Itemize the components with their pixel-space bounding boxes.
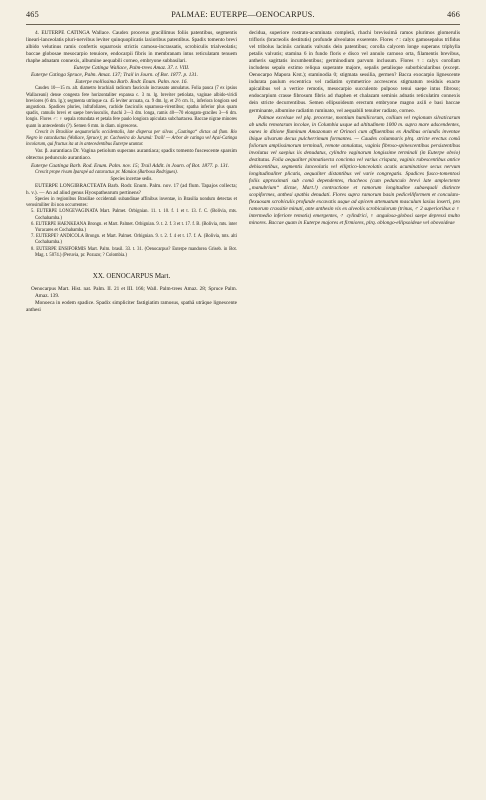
running-title: PALMAE: EUTERPE—OENOCARPUS. bbox=[171, 10, 315, 19]
species-list-item: 5. EUTERPE LONGEVAGINATA Mart. Palmet. Orbignian. 11. t. 10. f. 1 et t. 13. f. C. (Bolivia, mts. Cochabamba.) bbox=[31, 209, 237, 221]
citation: Euterpe Caatinga Barb. Rod. Enum. Palm. nov. 15; Trail Addit. in Journ. of Bot. 1877. p. 131. bbox=[31, 162, 230, 169]
genus-heading: XX. OENOCARPUS Mart. bbox=[92, 271, 171, 280]
citation: Euterpe mollissima Barb. Rodr. Enum. Palm. nov. 16. bbox=[75, 79, 188, 86]
small-print-description: Caudex 10—15 m. alt. diametro brachiali radicum fasciculo incrassato annulatus. Folia pauca (7 ex ipsius Wallaceani) dense congesta fere horizontaliter expansa c. 3 m. lg. breviter petiolata, vaginae albido-viridi breviores (6 dm. lg.); segmenta utrinque ca. 45 leviter arcuata, ca. 9 dm. lg. et 2½ cm. lt., inferiora longiora sed angustiora. Spadices pluries, infrafoliares, rachide fasciculis squamosa-virentibus; spatha inferior plus quam spadix, ramulis brevi et saepe breviusculis, rhachi 2—3 dm. longa, ramis 40—70 elongato-graciles 3—6 dm. longis. Flores ♂: ♀ sepala rotundata et petala fere paulo longiora apiculata subchartacea. Baccae nigrae minores quam in antecedentis (?). Semen 6 mm. in diam. nigrescens. bbox=[26, 86, 237, 129]
right-column bbox=[249, 30, 460, 227]
genus-description-continued: decidua, superiore rostrato-acuminata completā, rhachi brevissimā ramos plurimos glomerulis trifloris (bracteolis destitutis) profunde alveolatos exserente. Flores ♂: calyx gamosepalus trifidus vel tribolus laciniis carinatis valvatis dein patentibus; corolla calycem longe superans triphylla petalis valvatis; stamina 6 in fundo floris e disco vel annulo carnoso orta, filamentis brevibus, antheris sagittatis incumbentibus; germinodium parvum inclusum. Flores ♀: calyx corollam includens sepalo extimo reliqua superante majore, sepalis petalisque suborbicularibus (except. Oenocarpo Mapora Krst.); staminodia 0; stigmata sessilia, germen? Bacca exocarpio lignescente indurata paulum excentrica vel radiatim symmetrice accrescens stigmatum residuis exacte apicalibus vel a vertice remotis, mesocarpio succulento pulposo tenui saepe intus fibroso; endocarpium crasse fibrosum fibris ad rhaphen et chalazam seminis adnatis reticulatim connexis dein stricte decurrentibus. Semen ellipsoideum erectum embryone magno axili e basi baccae germinante, albumine radiatim ruminato, vel aequabili tenuiter radiato, corneo. bbox=[249, 30, 460, 114]
dubious-species: EUTERPE LONGIBRACTEATA Barb. Rodr. Enum. Palm. nov. 17 (ad flum. Tapajos collecta; h. v.). — An ad aliud genus Hyospathearum pertinens? bbox=[26, 182, 237, 196]
species-list-item: 7. EUTERPE? ANDICOLA Brongn. et Mart. Palmet. Orbignian. 9. t. 2. f. 4 et t. 17. f. A. (Bolivia, mts. alti Cochabamba.) bbox=[31, 234, 237, 246]
genus-description: Monoeca in eodem spadice. Spadix simpliciter fastigiatim ramosus, spathā utrāque lignescente anthesi bbox=[26, 300, 237, 314]
distribution-note: Crescit prope rivum Iparapé ad cataractus pr. Manáos (Barbosa Rodrigues). bbox=[35, 169, 178, 175]
citation: Euterpe Catinga Wallace, Palm-trees Amaz. 37. t. VIII. bbox=[73, 65, 190, 72]
species-list-item: 6. EUTERPE HAENKEANA Brongn. et Mart. Palmet. Orbignian. 9. t. 2. f. 3 et t. 17. f. B. (Bolivia, mts. inter Yuracares et Cochabamba.) bbox=[31, 221, 237, 233]
species-list-intro: Species in regionibus Brasiliae occidentali subandinae affinibus inventae, in Brasilia nondum detectas et verosimiliter ibi non occurrentes: bbox=[26, 196, 237, 209]
page-header bbox=[26, 10, 460, 24]
page-number-right: 466 bbox=[447, 10, 460, 19]
citation: Euterpe Catinga Spruce, Palm. Amaz. 137; Trail in Journ. of Bot. 1877. p. 131. bbox=[31, 72, 198, 79]
species-description: 4. EUTERPE CATINGA Wallace. Caudex procerus gracillimus foliis patentibus, segmentis lineari-lanceolatis pluri-nervibus leviter quinquoplicatis laxioribus patentibus. Spadix tomento brevi albido velutinus ramis confertis squarrosis strictis carnoso-incrassatis, scrobiculis trialveolatis; baccae globosae mesocarpio tenuiore, endocarpii fibris in membranam intus reticulatam tenuem rhaphe adnatam connexis, albumine aequabili corneo, embryone subbasilari. bbox=[26, 30, 237, 65]
citation: Oenocarpus Mart. Hist. nat. Palm. II. 21 et III. 166; Wall. Palm-trees Amaz. 28; Spruce Palm. Amaz. 139. bbox=[31, 285, 237, 299]
genus-habit-description: Palmae excelsae vel plq. procerae, montium humilicorum, collium vel regionum silvaticarum ab undis remotarum incolae, in Columbia usque ad altitudinem 1000 m. supra mare adscendentes, ounes in ditione fluminum Amazonum et Orinoci cum affluentibus ex Andibus oriundis inventae ibique silvarum decus pulcherrimum formantes. — Caudex columnaris plrq. stricte erectus comā foliorum amplissimorum terminali, remote annulatus, vaginis fibroso-spinescentibus persistentibus involutus vel saepius iis denudatus, cylindro vaginarum longissime terminali (in Euterpe obvio) destitutus. Folia aequaliter pinnatisecta concinna vel varius crispata, vaginis rubescentibus antice dehiscentibus, segmentis lanceolatis vel elliptico-lanceolatis acutis acuminatisve secus nervum longitudinaliter plicatis, aequaliter distantibus vel varie congregatis. Spadices fusco-tomentosi foliis approximati sub comā dependentes, rhacheos (cum pedunculo brevi late amplectente „manubrium“ dictae, Mart.!) contractione et ramorum longitudine subaequali distincte scopiformes, anthesi spathis denudati. Flores supra ramorum basin pedicelliformem et conculato-flexuosam scrobiculis profunde excavatis usque ad apicem attenuatum masculum laxius inserti, pro ramorum crassitie minuti, ante anthesin vix ex alveolis scrobiculorum (trinus, ♂ 2 superioribus a ♀ intermedio inferiore remotis) emergentes, ♂ cylindrici, ♀ angulosa-globosi saepe depressi multo minores. Baccae quam in Euterpe majores et firmiores, plrq. oblongo-ellipsoideae vel obovoideae bbox=[249, 114, 460, 227]
left-column bbox=[26, 30, 237, 314]
page-number-left: 465 bbox=[26, 10, 39, 19]
distribution-note: Crescit in Brasiliae aequatorialis occidentalis, late dispersa per silvas „Caatinga“ dictas ad flum. Rio Negro in catacductus (Wallace, Spruce); pr. Cachoeira do Jurumá: Trail! — Arbor de catinga vel Açai-Catinga incolarum, qui fructus ita ut in antecedentibus Euterpe utuntur. bbox=[26, 129, 237, 148]
variety-description: Var. β. aurantiaca Dr. Vagina petiolum superans aurantiaca; spadix tomento fuscescente sparsim obtectus pedunculo aurantiaco. bbox=[26, 148, 237, 162]
header-rule bbox=[26, 24, 460, 25]
section-subheading: Species incertae sedis. bbox=[110, 176, 153, 182]
species-list-item: 8. EUTERPE ENSIFORMIS Mart. Palm. brasil. 33. t. 31. (Oenocarpus? Euterpe mandorea Griseb. in Bot. Mag. t. 5074.) (Peruvia, pr. Pozuzo; ? Colombia.) bbox=[31, 246, 237, 258]
